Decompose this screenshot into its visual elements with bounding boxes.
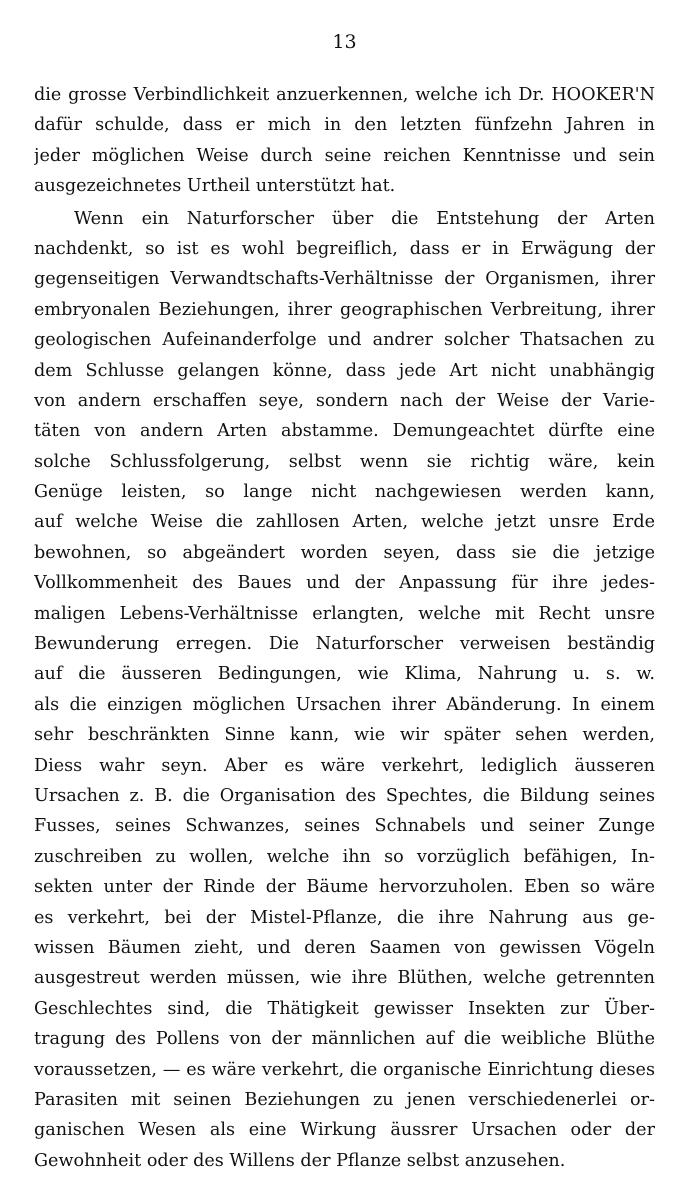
text-line: bewohnen, so abgeändert worden seyen, dass sie die jetzige [34,542,655,563]
text-line: voraussetzen, — es wäre verkehrt, die organische Einrichtung dieses [34,1059,655,1080]
text-line: Geschlechtes sind, die Thätigkeit gewisser Insekten zur Über- [34,998,655,1019]
text-line: zuschreiben zu wollen, welche ihn so vorzüglich befähigen, In- [34,846,655,867]
text-line: ausgestreut werden müssen, wie ihre Blüthen, welche getrennten [34,968,655,989]
text-line: ganischen Wesen als eine Wirkung äussrer Ursachen oder der [34,1120,655,1141]
text-line: tragung des Pollens von der männlichen auf die weibliche Blüthe [34,1029,655,1050]
text-line: täten von andern Arten abstamme. Demungeachtet dürfte eine [34,421,655,442]
text-line: Genüge leisten, so lange nicht nachgewiesen werden kann, [34,482,655,503]
text-line: sehr beschränkten Sinne kann, wie wir später sehen werden, [34,725,655,746]
text-line: Vollkommenheit des Baues und der Anpassung für ihre jedes- [34,573,655,594]
text-line: Bewunderung erregen. Die Naturforscher verweisen beständig [34,634,655,655]
text-line: auf welche Weise die zahllosen Arten, welche jetzt unsre Erde [34,512,655,533]
text-line: Ursachen z. B. die Organisation des Spechtes, die Bildung seines [34,785,655,806]
text-line: die grosse Verbindlichkeit anzuerkennen, welche ich Dr. HOOKER'N [34,85,655,105]
text-line: als die einzigen möglichen Ursachen ihrer Abänderung. In einem [34,694,655,715]
text-line: auf die äusseren Bedingungen, wie Klima, Nahrung u. s. w. [34,664,655,685]
text-line: Diess wahr seyn. Aber es wäre verkehrt, lediglich äusseren [34,755,655,776]
text-line: nachdenkt, so ist es wohl begreiflich, dass er in Erwägung der [34,238,655,259]
text-line: dafür schulde, dass er mich in den letzten fünfzehn Jahren in [34,115,655,136]
body-text [34,80,655,1176]
text-line: ausgezeichnetes Urtheil unterstützt hat. [34,176,396,197]
text-line: Parasiten mit seinen Beziehungen zu jenen verschiedenerlei or- [34,1089,655,1110]
text-line: embryonalen Beziehungen, ihrer geographischen Verbreitung, ihrer [34,299,655,320]
text-line: wissen Bäumen zieht, und deren Saamen von gewissen Vögeln [34,937,655,958]
text-line: Fusses, seines Schwanzes, seines Schnabels und seiner Zunge [34,816,655,837]
text-line: Wenn ein Naturforscher über die Entstehung der Arten [74,208,655,229]
text-line: dem Schlusse gelangen könne, dass jede Art nicht unabhängig [34,360,655,381]
text-line: maligen Lebens-Verhältnisse erlangten, welche mit Recht unsre [34,603,655,624]
text-line: geologischen Aufeinanderfolge und andrer solcher Thatsachen zu [34,330,655,351]
text-line: gegenseitigen Verwandtschafts-Verhältnisse der Organismen, ihrer [34,269,655,290]
text-line: es verkehrt, bei der Mistel-Pflanze, die ihre Nahrung aus ge- [34,907,655,928]
text-line: solche Schlussfolgerung, selbst wenn sie richtig wäre, kein [34,451,655,472]
page-number: 13 [332,31,357,53]
text-line: sekten unter der Rinde der Bäume hervorzuholen. Eben so wäre [34,877,655,898]
text-line: von andern erschaffen seye, sondern nach der Weise der Varie- [34,390,655,411]
text-line: Gewohnheit oder des Willens der Pflanze selbst anzusehen. [34,1150,566,1171]
text-line: jeder möglichen Weise durch seine reichen Kenntnisse und sein [34,145,655,166]
